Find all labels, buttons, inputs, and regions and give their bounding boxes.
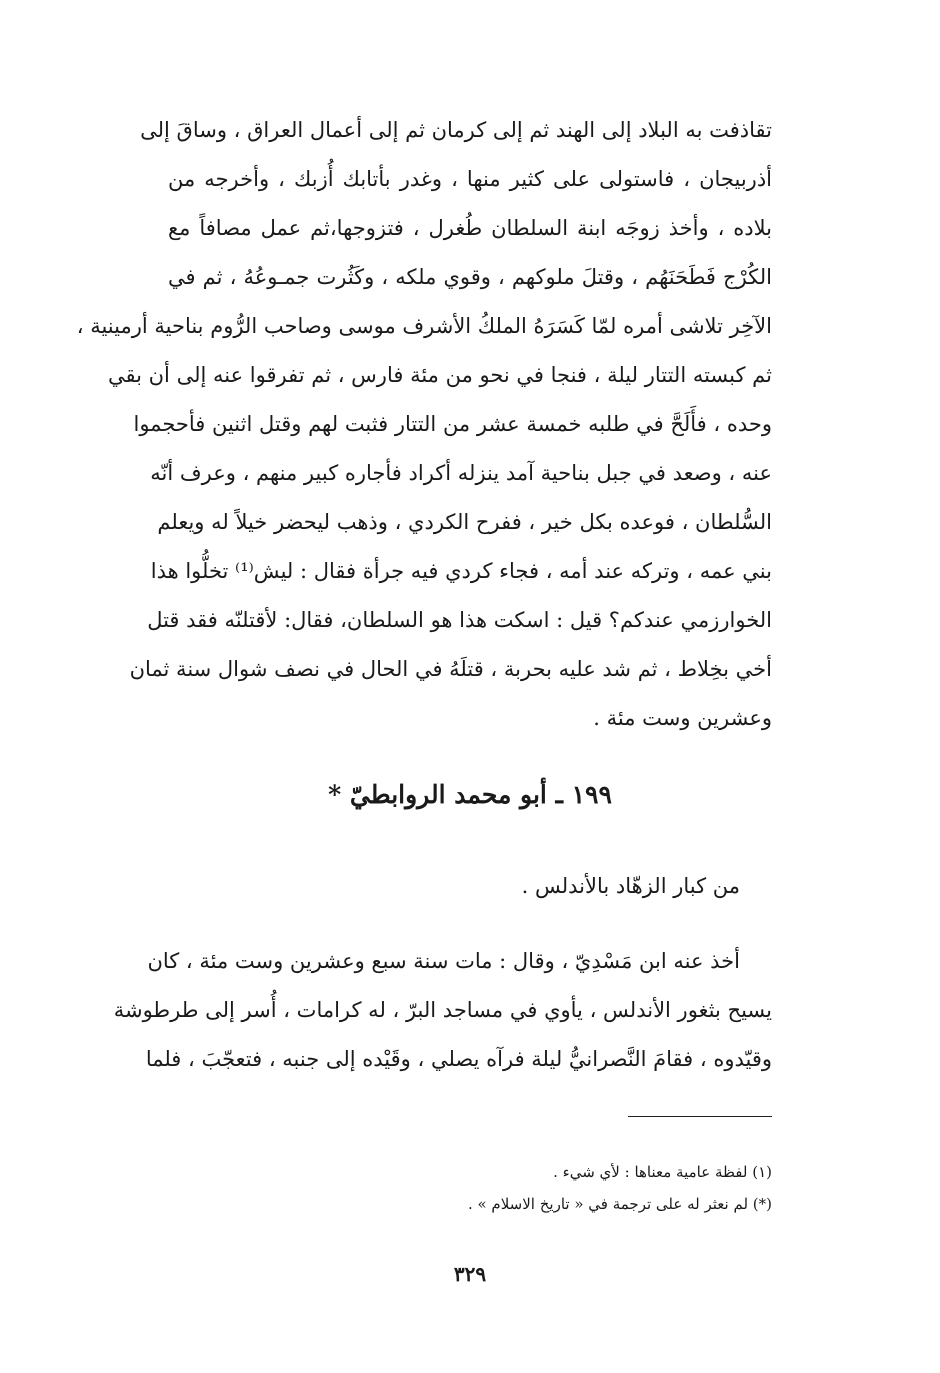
paragraph-main — [76, 106, 772, 743]
text-line: عنه ، وصعد في جبل بناحية آمد ينزله أكراد فأجاره كبير منهم ، وعرف أنّه — [150, 461, 772, 485]
text-line: أخي بخِلاط ، ثم شد عليه بحربة ، قتلَهُ في الحال في نصف شوال سنة ثمان — [129, 657, 772, 681]
text-line: وعشرين وست مئة . — [593, 706, 772, 730]
paragraph-biography — [113, 937, 772, 1084]
text-line: الخوارزمي عندكم؟ قيل : اسكت هذا هو السلطان، فقال: لأقتلنّه فقد قتل — [147, 608, 772, 632]
page-number: ٣٢٩ — [453, 1262, 487, 1286]
text-line: يسيح بثغور الأندلس ، يأوي في مساجد البرّ ، له كرامات ، أُسر إلى طرطوشة — [113, 998, 772, 1022]
text-line: الكُرْج فَطَحَنَهُم ، وقتلَ ملوكهم ، وقوي ملكه ، وكَثُرت جمـوعُهُ ، ثم في — [168, 265, 772, 289]
text-line: وحده ، فأَلَحَّ في طلبه خمسة عشر من التتار فثبت لهم وقتل اثنين فأحجموا — [133, 412, 772, 436]
footnotes — [168, 1156, 772, 1220]
footnote-2: (*) لم نعثر له على ترجمة في « تاريخ الاسلام » . — [467, 1195, 772, 1213]
footnote-1: (١) لفظة عامية معناها : لأي شيء . — [553, 1163, 772, 1181]
paragraph-description — [168, 862, 772, 911]
text-line: بني عمه ، وتركه عند أمه ، فجاء كردي فيه جرأة فقال : ليش⁽¹⁾ تخلُّوا هذا — [150, 559, 772, 583]
text-line: أخذ عنه ابن مَسْدِيّ ، وقال : مات سنة سبع وعشرين وست مئة ، كان — [147, 949, 740, 973]
text-line: من كبار الزهّاد بالأندلس . — [521, 874, 740, 898]
text-line: أذربيجان ، فاستولى على كثير منها ، وغدر بأتابك أُزبك ، وأخرجه من — [168, 167, 772, 191]
text-line: الآخِر تلاشى أمره لمّا كَسَرَهُ الملكُ الأشرف موسى وصاحب الرُّوم بناحية أرمينية ، — [76, 314, 772, 338]
text-line: وقيّدوه ، فقامَ النَّصرانيُّ ليلة فرآه يصلي ، وقَيْده إلى جنبه ، فتعجّبَ ، فلما — [145, 1047, 772, 1071]
text-line: بلاده ، وأخذ زوجَه ابنة السلطان طُغرل ، فتزوجها،ثم عمل مصافاً مع — [168, 216, 772, 240]
footnote-divider — [628, 1116, 772, 1117]
text-line: ثم كبسته التتار ليلة ، فنجا في نحو من مئة فارس ، ثم تفرقوا عنه إلى أن بقي — [107, 363, 772, 387]
text-line: تقاذفت به البلاد إلى الهند ثم إلى كرمان ثم إلى أعمال العراق ، وساقَ إلى — [140, 118, 772, 142]
section-heading: ١٩٩ ـ أبو محمد الروابطيّ * — [328, 780, 612, 809]
text-line: السُّلطان ، فوعده بكل خير ، ففرح الكردي ، وذهب ليحضر خيلاً له ويعلم — [157, 510, 772, 534]
